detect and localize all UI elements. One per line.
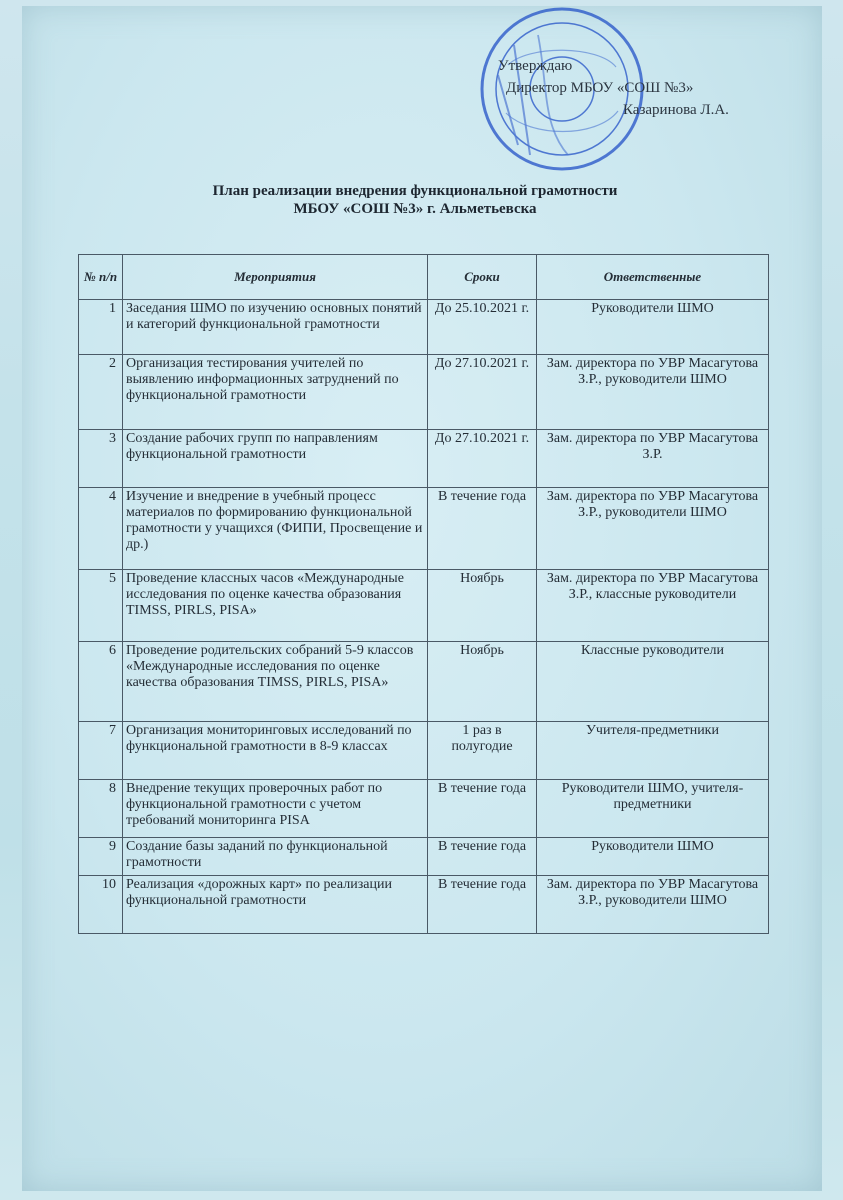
row-event: Организация тестирования учителей по выявлению информационных затруднений по функциональной грамотности — [123, 355, 428, 430]
table-row — [79, 876, 769, 934]
document-title — [120, 182, 710, 218]
row-responsible: Зам. директора по УВР Масагутова З.Р. — [537, 430, 769, 488]
plan-table — [78, 254, 769, 934]
table-row — [79, 300, 769, 355]
header-event: Мероприятия — [123, 255, 428, 300]
row-responsible: Руководители ШМО, учителя-предметники — [537, 780, 769, 838]
row-event: Внедрение текущих проверочных работ по функциональной грамотности с учетом требований мониторинга PISA — [123, 780, 428, 838]
table-row — [79, 838, 769, 876]
row-number: 3 — [79, 430, 123, 488]
approval-block — [498, 55, 798, 121]
row-event: Заседания ШМО по изучению основных понятий и категорий функциональной грамотности — [123, 300, 428, 355]
row-responsible: Зам. директора по УВР Масагутова З.Р., руководители ШМО — [537, 488, 769, 570]
header-deadline: Сроки — [428, 255, 537, 300]
row-deadline: До 27.10.2021 г. — [428, 355, 537, 430]
row-responsible: Руководители ШМО — [537, 838, 769, 876]
approval-line-3: Казаринова Л.А. — [623, 102, 729, 118]
approval-line-1: Утверждаю — [498, 58, 573, 74]
table-row — [79, 355, 769, 430]
row-responsible: Учителя-предметники — [537, 722, 769, 780]
row-event: Проведение родительских собраний 5-9 классов «Международные исследования по оценке качества образования TIMSS, PIRLS, PISA» — [123, 642, 428, 722]
row-number: 2 — [79, 355, 123, 430]
row-number: 7 — [79, 722, 123, 780]
row-deadline: 1 раз в полугодие — [428, 722, 537, 780]
row-deadline: Ноябрь — [428, 570, 537, 642]
row-number: 10 — [79, 876, 123, 934]
table-row — [79, 642, 769, 722]
row-number: 4 — [79, 488, 123, 570]
table-row — [79, 488, 769, 570]
header-number: № п/п — [79, 255, 123, 300]
row-deadline: В течение года — [428, 488, 537, 570]
row-responsible: Зам. директора по УВР Масагутова З.Р., руководители ШМО — [537, 876, 769, 934]
row-event: Проведение классных часов «Международные исследования по оценке качества образования TIMSS, PIRLS, PISA» — [123, 570, 428, 642]
row-number: 9 — [79, 838, 123, 876]
table-row — [79, 430, 769, 488]
row-number: 6 — [79, 642, 123, 722]
row-deadline: В течение года — [428, 780, 537, 838]
row-event: Реализация «дорожных карт» по реализации функциональной грамотности — [123, 876, 428, 934]
approval-line-2: Директор МБОУ «СОШ №3» — [506, 80, 694, 96]
row-responsible: Зам. директора по УВР Масагутова З.Р., классные руководители — [537, 570, 769, 642]
title-line-1: План реализации внедрения функциональной грамотности — [212, 183, 618, 199]
row-number: 1 — [79, 300, 123, 355]
row-deadline: В течение года — [428, 876, 537, 934]
row-deadline: Ноябрь — [428, 642, 537, 722]
table-header-row — [79, 255, 769, 300]
table-row — [79, 722, 769, 780]
row-responsible: Руководители ШМО — [537, 300, 769, 355]
row-deadline: В течение года — [428, 838, 537, 876]
row-event: Создание рабочих групп по направлениям функциональной грамотности — [123, 430, 428, 488]
header-responsible: Ответственные — [537, 255, 769, 300]
row-number: 8 — [79, 780, 123, 838]
row-responsible: Зам. директора по УВР Масагутова З.Р., руководители ШМО — [537, 355, 769, 430]
row-deadline: До 27.10.2021 г. — [428, 430, 537, 488]
row-number: 5 — [79, 570, 123, 642]
table-row — [79, 780, 769, 838]
title-line-2: МБОУ «СОШ №3» г. Альметьевска — [293, 201, 537, 217]
row-responsible: Классные руководители — [537, 642, 769, 722]
row-deadline: До 25.10.2021 г. — [428, 300, 537, 355]
row-event: Организация мониторинговых исследований по функциональной грамотности в 8-9 классах — [123, 722, 428, 780]
row-event: Создание базы заданий по функциональной грамотности — [123, 838, 428, 876]
row-event: Изучение и внедрение в учебный процесс материалов по формированию функциональной грамотности у учащихся (ФИПИ, Просвещение и др.) — [123, 488, 428, 570]
table-row — [79, 570, 769, 642]
